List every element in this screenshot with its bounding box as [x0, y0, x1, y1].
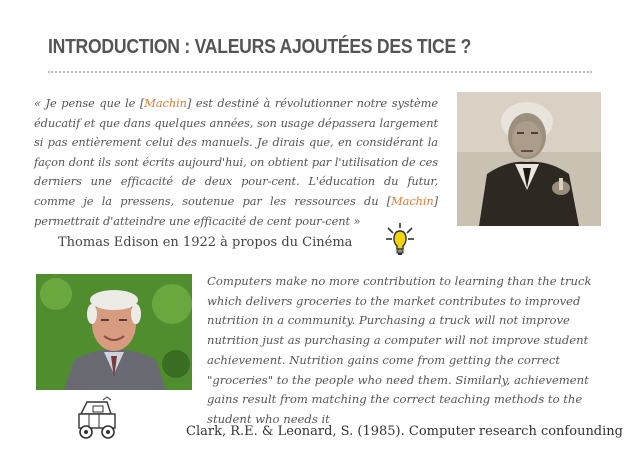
edison-portrait-photo: [457, 92, 601, 226]
machin-highlight-1: Machin: [144, 96, 187, 110]
machin-highlight-2: Machin: [391, 193, 434, 208]
clark-portrait-drawing: [36, 274, 192, 390]
edison-caption: Thomas Edison en 1922 à propos du Cinéma: [58, 235, 353, 250]
clark-citation: Clark, R.E. & Leonard, S. (1985). Computer research confounding: [186, 424, 623, 439]
truck-icon: [73, 396, 123, 442]
clark-quote: Computers make no more contribution to learning than the truck which delivers groceries to the market contributes to improved nutrition in a community. Purchasing a truck will not improve nutrition just as purchasing a computer will not improve student achievement. Nutrition gains come from getting the correct "groceries" to the people who need them. Similarly, achievement gains result from matching the correct teaching methods to the student who needs it: [207, 274, 592, 426]
edison-quote-part-2: ] est destiné à révolutionner notre système éducatif et que dans quelques années, son usage dépassera largement si pas entièrement celui des manuels. Je dirais que, en considérant la façon dont ils sont écrits aujourd'hui, on obtient par l'utilisation de ces derniers une efficacité de deux pour-cent. L'éducation du futur, comme je la pressens, soutenue par les ressources du [: [34, 96, 438, 208]
edison-portrait-drawing: [457, 92, 601, 226]
clark-portrait-photo: [36, 274, 192, 390]
edison-quote-part-3: ] permettrait d'atteindre une efficacité de cent pour-cent »: [34, 193, 438, 228]
title-divider: [48, 71, 592, 73]
lightbulb-icon: [383, 222, 417, 258]
edison-quote: [34, 94, 438, 231]
slide-title: INTRODUCTION : VALEURS AJOUTÉES DES TICE ?: [48, 36, 472, 58]
edison-quote-part-1: « Je pense que le [: [34, 96, 145, 110]
